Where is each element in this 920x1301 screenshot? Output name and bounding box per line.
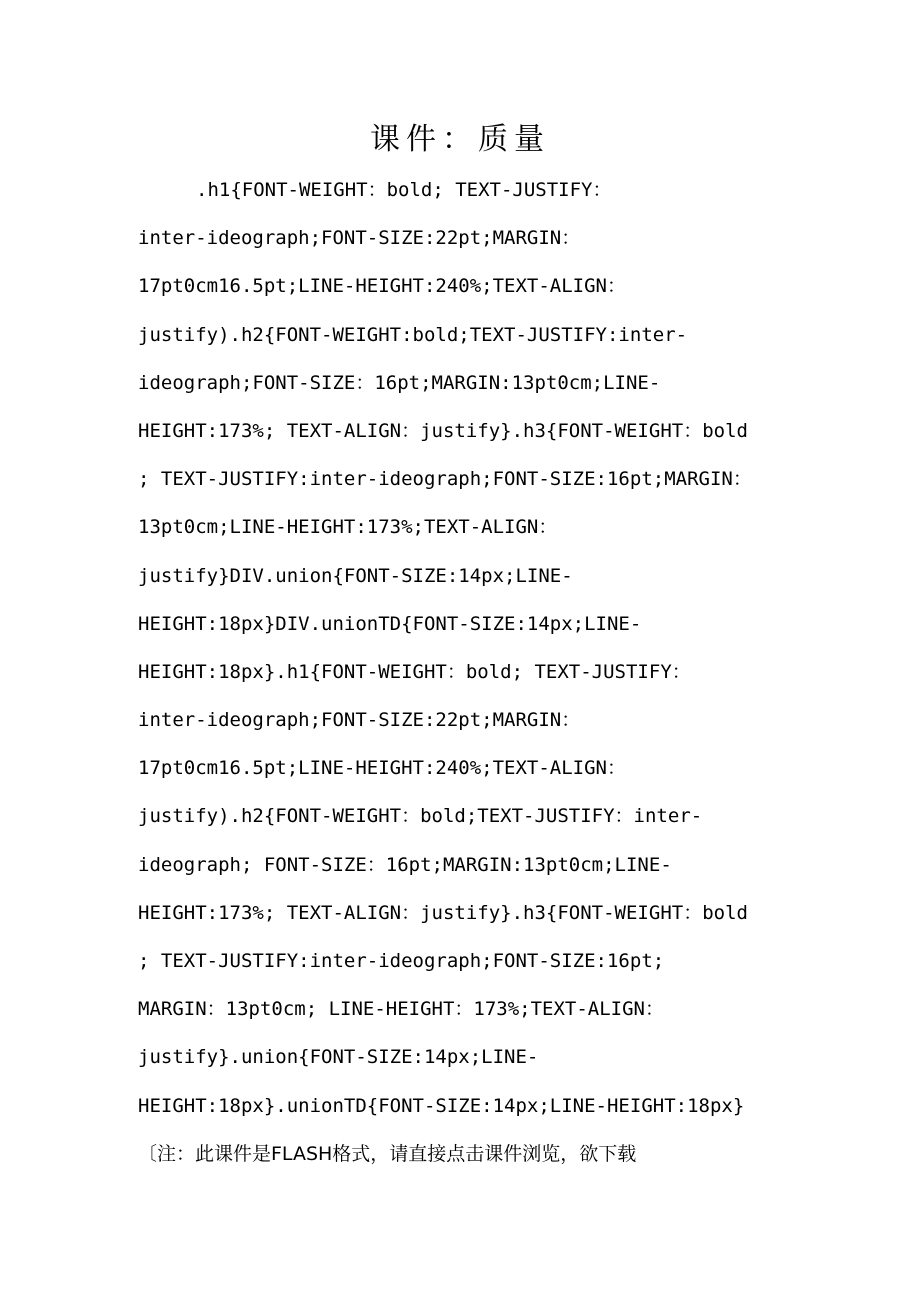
text-line: justify}.union{FONT-SIZE:14px;LINE- (138, 1046, 539, 1069)
text-line: HEIGHT:173%; TEXT-ALIGN：justify}.h3{FONT-WEIGHT：bold (138, 419, 748, 442)
text-line: HEIGHT:173%; TEXT-ALIGN：justify}.h3{FONT-WEIGHT：bold (138, 901, 748, 924)
text-line: 13pt0cm;LINE-HEIGHT:173%;TEXT-ALIGN： (138, 516, 558, 539)
document-title: 课件：质量 (370, 122, 550, 157)
text-line: .h1{FONT-WEIGHT：bold; TEXT-JUSTIFY： (196, 179, 612, 201)
text-line: justify).h2{FONT-WEIGHT:bold;TEXT-JUSTIFY:inter- (138, 323, 688, 346)
document-body (138, 170, 818, 1182)
text-line: ideograph; FONT-SIZE：16pt;MARGIN:13pt0cm;LINE- (138, 853, 672, 876)
text-line: inter-ideograph;FONT-SIZE:22pt;MARGIN： (138, 709, 581, 732)
text-line: inter-ideograph;FONT-SIZE:22pt;MARGIN： (138, 227, 581, 250)
text-line: ideograph;FONT-SIZE：16pt;MARGIN:13pt0cm;LINE- (138, 371, 661, 394)
text-line: 17pt0cm16.5pt;LINE-HEIGHT:240%;TEXT-ALIGN： (138, 275, 626, 298)
text-line: HEIGHT:18px}DIV.unionTD{FONT-SIZE:14px;LINE- (138, 612, 642, 635)
text-line: ; TEXT-JUSTIFY:inter-ideograph;FONT-SIZE:16pt;MARGIN： (138, 468, 752, 491)
text-line: HEIGHT:18px}.h1{FONT-WEIGHT：bold; TEXT-JUSTIFY： (138, 660, 691, 683)
text-line: ; TEXT-JUSTIFY:inter-ideograph;FONT-SIZE:16pt; (138, 950, 665, 972)
text-line: HEIGHT:18px}.unionTD{FONT-SIZE:14px;LINE-HEIGHT:18px} (138, 1094, 745, 1117)
text-line: justify}DIV.union{FONT-SIZE:14px;LINE- (138, 564, 573, 587)
note-line: 〔注：此课件是FLASH格式，请直接点击课件浏览，欲下载 (138, 1142, 637, 1165)
text-line: MARGIN：13pt0cm; LINE-HEIGHT：173%;TEXT-ALIGN： (138, 998, 664, 1021)
text-line: justify).h2{FONT-WEIGHT：bold;TEXT-JUSTIFY：inter- (138, 805, 703, 828)
text-line: 17pt0cm16.5pt;LINE-HEIGHT:240%;TEXT-ALIGN： (138, 757, 626, 780)
